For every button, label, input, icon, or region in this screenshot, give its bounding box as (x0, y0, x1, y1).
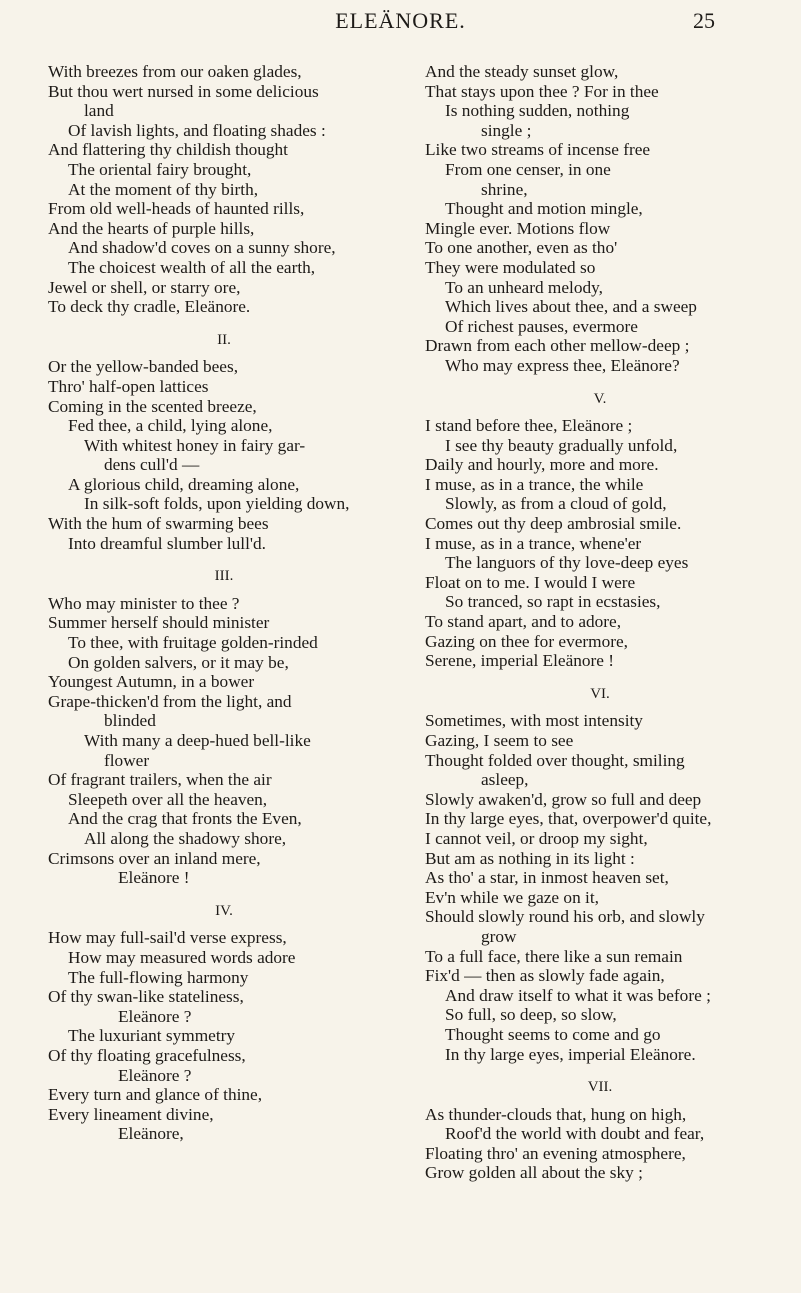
verse-line: Eleänore ! (118, 868, 190, 888)
verse-line: To deck thy cradle, Eleänore. (48, 297, 251, 317)
verse-line: Serene, imperial Eleänore ! (425, 651, 615, 671)
stanza-numeral: V. (593, 390, 607, 407)
verse-line: Eleänore, (118, 1124, 184, 1144)
verse-line: In thy large eyes, imperial Eleänore. (445, 1044, 696, 1064)
verse-line: To one another, even as tho' (425, 238, 618, 258)
verse-line: Which lives about thee, and a sweep (445, 297, 697, 317)
verse-line: Summer herself should minister (48, 613, 270, 633)
verse-line: Thought folded over thought, smiling (425, 750, 685, 770)
verse-line: Ev'n while we gaze on it, (425, 887, 599, 907)
verse-line: From old well-heads of haunted rills, (48, 199, 305, 219)
verse-line: With whitest honey in fairy gar- (84, 435, 306, 455)
verse-line: As tho' a star, in inmost heaven set, (425, 868, 669, 888)
verse-line: Of lavish lights, and floating shades : (68, 120, 326, 140)
verse-line: But am as nothing in its light : (425, 848, 635, 868)
verse-line: Gazing, I seem to see (425, 731, 574, 750)
verse-line: single ; (481, 120, 532, 140)
verse-line: They were modulated so (425, 257, 596, 277)
stanza-numeral: III. (214, 568, 234, 585)
verse-line: And draw itself to what it was before ; (445, 985, 711, 1005)
verse-line: asleep, (481, 770, 529, 790)
verse-line: From one censer, in one (445, 159, 611, 179)
verse-line: Daily and hourly, more and more. (425, 455, 659, 475)
verse-line: That stays upon thee ? For in thee (425, 81, 659, 101)
verse-line: Is nothing sudden, nothing (445, 101, 630, 121)
verse-line: I muse, as in a trance, whene'er (425, 533, 642, 553)
verse-line: Float on to me. I would I were (425, 572, 636, 592)
stanza (48, 902, 400, 1144)
verse-line: How may full-sail'd verse express, (48, 928, 287, 948)
verse-line: So tranced, so rapt in ecstasies, (445, 592, 661, 612)
verse-line: Mingle ever. Motions flow (425, 218, 611, 238)
verse-line: At the moment of thy birth, (68, 179, 259, 199)
verse-line: I muse, as in a trance, the while (425, 474, 644, 494)
verse-line: The oriental fairy brought, (68, 159, 252, 179)
stanza (48, 331, 400, 554)
verse-line: Like two streams of incense free (425, 140, 651, 160)
verse-line: Slowly, as from a cloud of gold, (445, 494, 667, 514)
verse-line: Comes out thy deep ambrosial smile. (425, 514, 682, 534)
verse-line: Thought and motion mingle, (445, 199, 643, 219)
verse-line: land (84, 101, 114, 121)
page-number: 25 (693, 8, 715, 33)
verse-line: How may measured words adore (68, 947, 296, 967)
verse-line: To thee, with fruitage golden-rinded (68, 633, 318, 653)
stanza (425, 1078, 775, 1183)
verse-line: flower (104, 750, 150, 770)
verse-line: Fix'd — then as slowly fade again, (425, 966, 665, 986)
verse-line: Who may minister to thee ? (48, 593, 240, 613)
verse-line: I see thy beauty gradually unfold, (445, 435, 678, 455)
verse-line: Of thy floating gracefulness, (48, 1045, 246, 1065)
stanza (425, 685, 775, 1064)
verse-line: Into dreamful slumber lull'd. (68, 533, 266, 553)
verse-line: Roof'd the world with doubt and fear, (445, 1124, 705, 1144)
stanza-numeral: VII. (587, 1079, 613, 1096)
running-title: ELEÄNORE. (335, 8, 466, 33)
verse-line: On golden salvers, or it may be, (68, 652, 289, 672)
verse-line: To an unheard melody, (445, 277, 603, 297)
stanza-numeral: VI. (590, 685, 610, 702)
verse-line: To stand apart, and to adore, (425, 612, 622, 632)
verse-line: In thy large eyes, that, overpower'd quite, (425, 809, 712, 829)
verse-line: Grape-thicken'd from the light, and (48, 691, 292, 711)
verse-line: Thought seems to come and go (445, 1024, 661, 1044)
verse-line: Should slowly round his orb, and slowly (425, 907, 705, 927)
verse-line: And the crag that fronts the Even, (68, 809, 302, 829)
verse-line: So full, so deep, so slow, (445, 1005, 617, 1025)
right-column (425, 62, 775, 1183)
verse-line: The luxuriant symmetry (68, 1026, 236, 1046)
verse-line: Sometimes, with most intensity (425, 711, 643, 731)
verse-line: In silk-soft folds, upon yielding down, (84, 494, 350, 514)
verse-line: And the hearts of purple hills, (48, 218, 255, 238)
verse-line: Who may express thee, Eleänore? (445, 355, 680, 375)
verse-line: As thunder-clouds that, hung on high, (425, 1104, 687, 1124)
verse-line: Jewel or shell, or starry ore, (48, 277, 241, 297)
verse-line: To a full face, there like a sun remain (425, 946, 683, 966)
verse-line: With many a deep-hued bell-like (84, 731, 311, 750)
verse-line: dens cull'd — (104, 455, 200, 475)
verse-line: Of thy swan-like stateliness, (48, 987, 244, 1007)
left-column (48, 62, 400, 1144)
verse-line: I stand before thee, Eleänore ; (425, 416, 633, 436)
verse-line: With breezes from our oaken glades, (48, 62, 302, 81)
stanza (425, 390, 775, 671)
verse-line: Coming in the scented breeze, (48, 396, 257, 416)
verse-line: Fed thee, a child, lying alone, (68, 416, 273, 436)
verse-line: Floating thro' an evening atmosphere, (425, 1143, 686, 1163)
verse-line: Eleänore ? (118, 1006, 192, 1026)
verse-line: Youngest Autumn, in a bower (48, 672, 255, 692)
verse-line: Every turn and glance of thine, (48, 1085, 263, 1105)
verse-line: Crimsons over an inland mere, (48, 848, 261, 868)
verse-line: The full-flowing harmony (68, 967, 249, 987)
verse-line: All along the shadowy shore, (84, 828, 287, 848)
verse-line: Sleepeth over all the heaven, (68, 789, 268, 809)
verse-line: Of fragrant trailers, when the air (48, 770, 272, 790)
stanza-numeral: IV. (215, 902, 233, 919)
verse-line: Slowly awaken'd, grow so full and deep (425, 789, 702, 809)
running-head (0, 8, 801, 36)
verse-line: And the steady sunset glow, (425, 62, 619, 81)
stanza (48, 567, 400, 888)
verse-line: Grow golden all about the sky ; (425, 1163, 643, 1183)
verse-line: shrine, (481, 179, 528, 199)
verse-line: Gazing on thee for evermore, (425, 631, 628, 651)
verse-line: I cannot veil, or droop my sight, (425, 828, 648, 848)
verse-line: But thou wert nursed in some delicious (48, 81, 319, 101)
verse-line: Or the yellow-banded bees, (48, 357, 239, 377)
verse-line: And shadow'd coves on a sunny shore, (68, 238, 336, 258)
verse-line: Eleänore ? (118, 1065, 192, 1085)
verse-line: Every lineament divine, (48, 1104, 214, 1124)
verse-line: A glorious child, dreaming alone, (68, 474, 300, 494)
stanza (425, 62, 775, 376)
verse-line: Of richest pauses, evermore (445, 316, 638, 336)
verse-line: Thro' half-open lattices (48, 376, 209, 396)
verse-line: The choicest wealth of all the earth, (68, 257, 316, 277)
verse-line: With the hum of swarming bees (48, 514, 269, 534)
stanza-numeral: II. (217, 331, 231, 348)
stanza (48, 62, 400, 317)
verse-line: Drawn from each other mellow-deep ; (425, 336, 690, 356)
verse-line: The languors of thy love-deep eyes (445, 553, 689, 573)
verse-line: And flattering thy childish thought (48, 140, 288, 160)
verse-line: grow (481, 926, 517, 946)
verse-line: blinded (104, 711, 156, 731)
